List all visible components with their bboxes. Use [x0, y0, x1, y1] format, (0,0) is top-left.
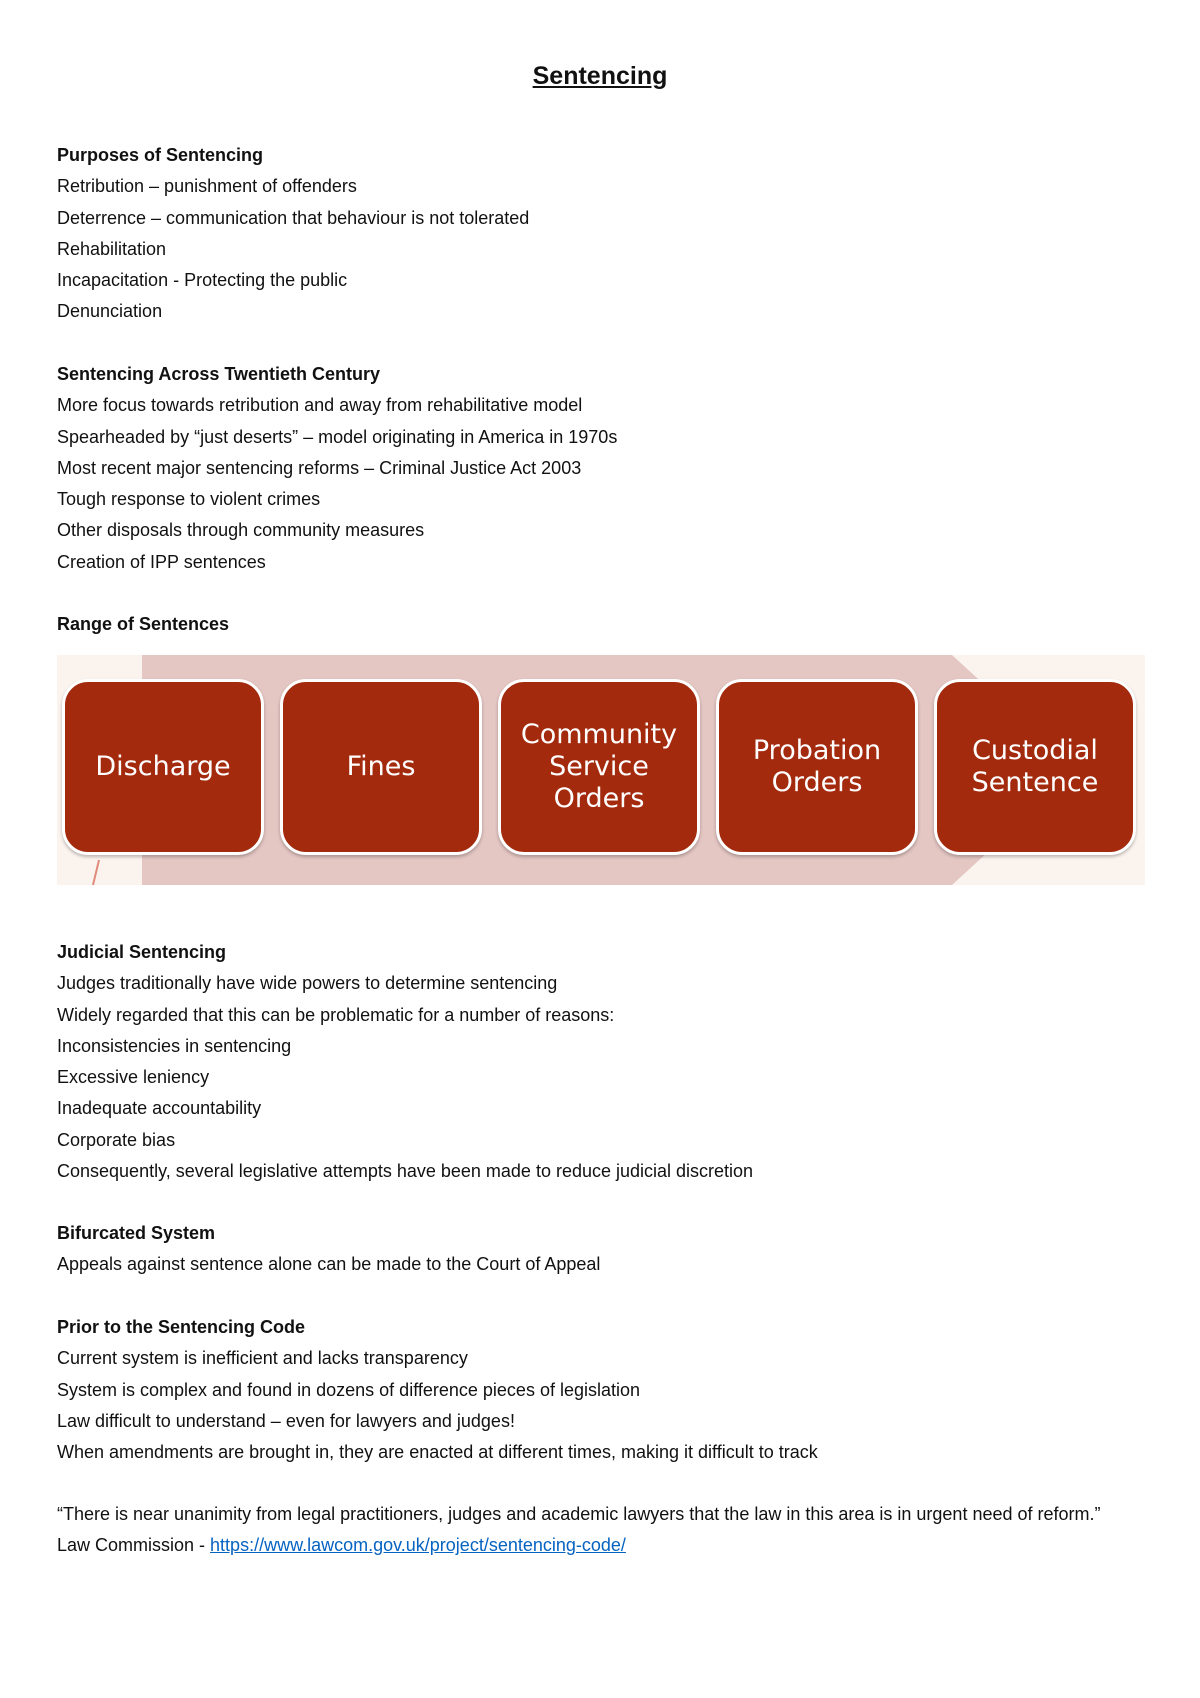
stage-label: Custodial Sentence — [971, 735, 1099, 798]
list-item: Consequently, several legislative attempts have been made to reduce judicial discretion — [57, 1161, 754, 1182]
list-item: Retribution – punishment of offenders — [57, 176, 357, 197]
stage-box-custodial-sentence — [934, 679, 1136, 855]
list-item: Appeals against sentence alone can be made to the Court of Appeal — [57, 1254, 601, 1275]
list-item: Other disposals through community measures — [57, 520, 425, 541]
range-of-sentences-diagram — [57, 655, 1145, 885]
section-heading: Sentencing Across Twentieth Century — [57, 364, 381, 384]
list-item: Most recent major sentencing reforms – Criminal Justice Act 2003 — [57, 457, 582, 478]
list-item: Excessive leniency — [57, 1067, 210, 1088]
judicial-section — [57, 937, 1157, 1187]
section-heading: Purposes of Sentencing — [57, 145, 264, 165]
list-item: Denunciation — [57, 301, 163, 322]
stage-box-community-service-orders — [498, 679, 700, 855]
stage-label: Community Service Orders — [520, 719, 678, 814]
list-item: Tough response to violent crimes — [57, 489, 321, 510]
list-item: Corporate bias — [57, 1129, 176, 1150]
list-item: System is complex and found in dozens of difference pieces of legislation — [57, 1379, 641, 1400]
decorative-stroke — [93, 860, 99, 885]
list-item: Judges traditionally have wide powers to determine sentencing — [57, 973, 558, 994]
stage-label: Fines — [346, 751, 416, 782]
bifurcated-section — [57, 1218, 1157, 1281]
list-item: Law difficult to understand – even for lawyers and judges! — [57, 1410, 515, 1431]
purposes-section — [57, 140, 1157, 328]
page-title: Sentencing — [532, 62, 668, 90]
sentencing-code-link[interactable]: https://www.lawcom.gov.uk/project/sentencing-code/ — [210, 1535, 626, 1556]
section-heading: Prior to the Sentencing Code — [57, 1317, 306, 1337]
range-section — [57, 609, 1157, 640]
list-item: Spearheaded by “just deserts” – model originating in America in 1970s — [57, 426, 618, 447]
section-heading: Bifurcated System — [57, 1223, 216, 1243]
law-commission-quote: “There is near unanimity from legal practitioners, judges and academic lawyers that the law in this area is in urgent need of reform.” — [57, 1504, 1101, 1524]
list-item: Creation of IPP sentences — [57, 551, 266, 572]
stage-box-discharge — [62, 679, 264, 855]
source-prefix: Law Commission - — [57, 1535, 211, 1556]
twentieth-century-section — [57, 359, 1157, 578]
quote-source — [57, 1530, 1147, 1561]
stage-label: Probation Orders — [752, 735, 882, 798]
prior-section — [57, 1312, 1157, 1468]
stage-box-probation-orders — [716, 679, 918, 855]
stage-box-fines — [280, 679, 482, 855]
list-item: Incapacitation - Protecting the public — [57, 270, 348, 291]
list-item: Inadequate accountability — [57, 1098, 262, 1119]
stage-label: Discharge — [95, 751, 231, 782]
quote-section — [57, 1499, 1147, 1562]
list-item: Deterrence – communication that behaviour is not tolerated — [57, 207, 530, 228]
list-item: Inconsistencies in sentencing — [57, 1035, 292, 1056]
section-heading: Range of Sentences — [57, 614, 230, 634]
list-item: Widely regarded that this can be problematic for a number of reasons: — [57, 1004, 615, 1025]
list-item: Rehabilitation — [57, 238, 167, 259]
section-heading: Judicial Sentencing — [57, 942, 227, 962]
list-item: When amendments are brought in, they are enacted at different times, making it difficult to track — [57, 1442, 818, 1463]
list-item: More focus towards retribution and away from rehabilitative model — [57, 395, 583, 416]
list-item: Current system is inefficient and lacks transparency — [57, 1348, 468, 1369]
